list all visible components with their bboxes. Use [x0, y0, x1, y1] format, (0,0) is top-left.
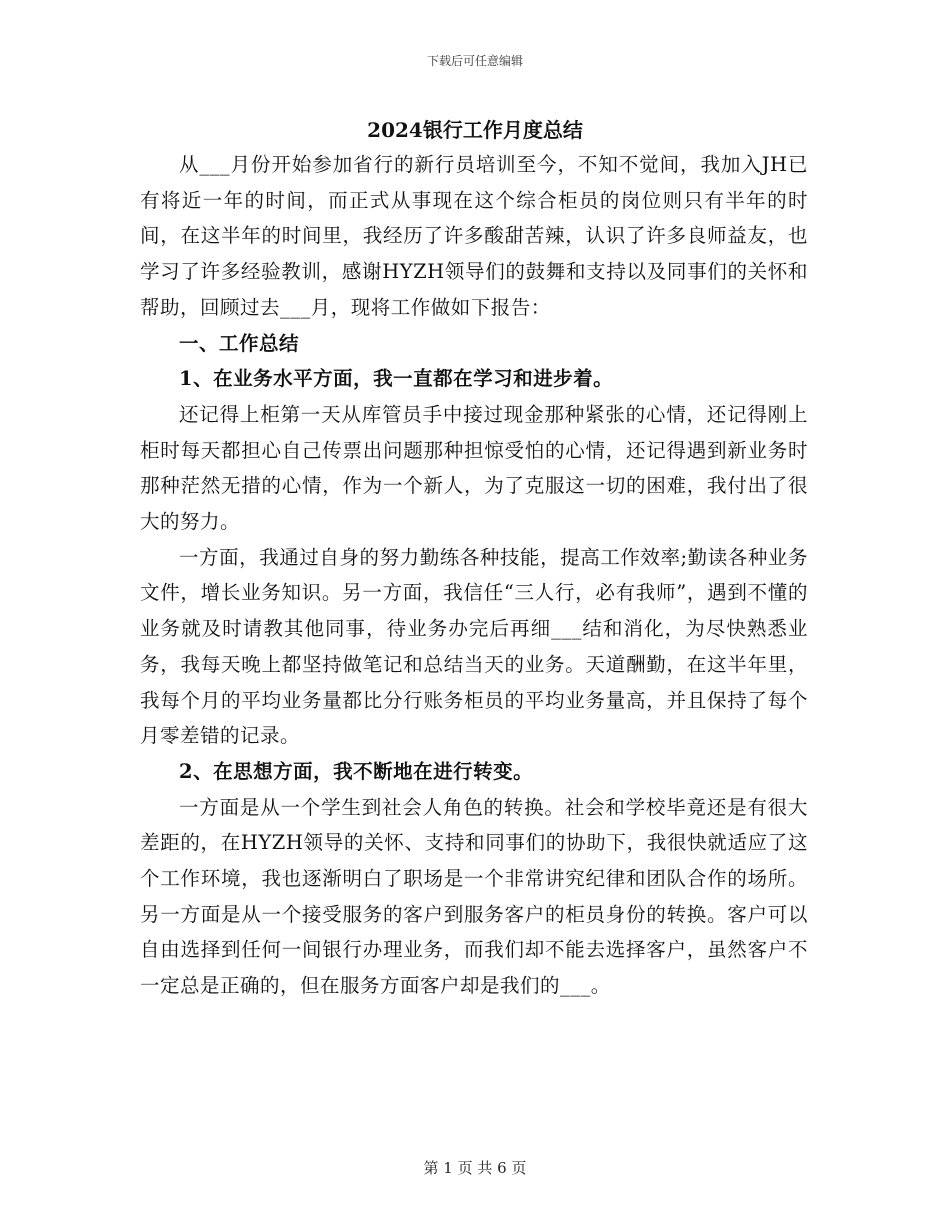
- subheading-business-level: 1、在业务水平方面，我一直都在学习和进步着。: [179, 367, 614, 391]
- document-title: 2024银行工作月度总结: [367, 118, 583, 142]
- paragraph-first-day: 还记得上柜第一天从库管员手中接过现金那种紧张的心情，还记得刚上柜时每天都担心自己传票出问题那种担惊受怕的心情，还记得遇到新业务时那种茫然无措的心情，作为一个新人，为了克服这一切的困难，我付出了很大的努力。: [140, 402, 808, 534]
- subheading-mindset: 2、在思想方面，我不断地在进行转变。: [179, 759, 534, 783]
- intro-paragraph: 从___月份开始参加省行的新行员培训至今，不知不觉间，我加入JH已有将近一年的时间，而正式从事现在这个综合柜员的岗位则只有半年的时间，在这半年的时间里，我经历了许多酸甜苦辣，认识了许多良师益友，也学习了许多经验教训，感谢HYZH领导们的鼓舞和支持以及同事们的关怀和帮助，回顾过去___月，现将工作做如下报告：: [140, 153, 808, 319]
- page-number-indicator: 第 1 页 共 6 页: [423, 1159, 527, 1177]
- document-body: [140, 147, 808, 1004]
- paragraph-role-transition: 一方面是从一个学生到社会人角色的转换。社会和学校毕竟还是有很大差距的，在HYZH领导的关怀、支持和同事们的协助下，我很快就适应了这个工作环境，我也逐渐明白了职场是一个非常讲究纪律和团队合作的场所。另一方面是从一个接受服务的客户到服务客户的柜员身份的转换。客户可以自由选择到任何一间银行办理业务，而我们却不能去选择客户，虽然客户不一定总是正确的，但在服务方面客户却是我们的___。: [140, 795, 808, 998]
- section-heading-work-summary: 一、工作总结: [179, 331, 300, 355]
- page-header-note: 下载后可任意编辑: [426, 54, 523, 68]
- paragraph-skills-learning: 一方面，我通过自身的努力勤练各种技能，提高工作效率;勤读各种业务文件，增长业务知识。另一方面，我信任“三人行，必有我师”，遇到不懂的业务就及时请教其他同事，待业务办完后再细___结和消化，为尽快熟悉业务，我每天晚上都坚持做笔记和总结当天的业务。天道酬勤，在这半年里，我每个月的平均业务量都比分行账务柜员的平均业务量高，并且保持了每个月零差错的记录。: [140, 545, 808, 748]
